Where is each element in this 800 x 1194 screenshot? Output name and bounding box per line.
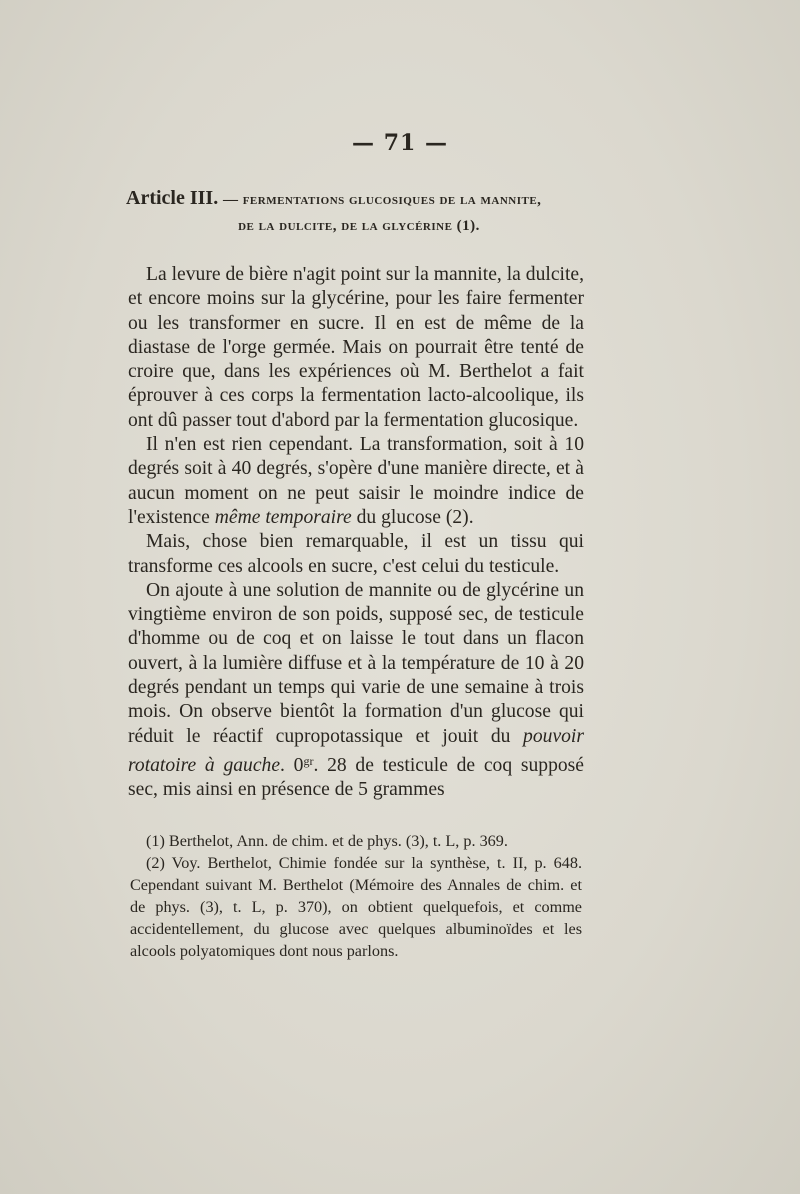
footnote-2: (2) Voy. Berthelot, Chimie fondée sur la synthèse, t. II, p. 648. Cependant suivant M. Berthelot (Mémoire des Annales de chim. et de phys. (3), t. L, p. 370), on obtient quelquefois, et comme accidentellement, du glucose avec quelques albuminoïdes et les alcools polyatomiques dont nous parlons. <box>130 854 582 960</box>
main-text <box>128 263 584 803</box>
paragraph-2-text-end: du glucose (2). <box>351 506 474 528</box>
paragraph-2 <box>128 433 584 530</box>
footnote-1: (1) Berthelot, Ann. de chim. et de phys. (3), t. L, p. 369. <box>146 832 508 850</box>
article-heading <box>126 185 586 239</box>
paragraph-3: Mais, chose bien remarquable, il est un tissu qui transforme ces alcools en sucre, c'est celui du testicule. <box>128 531 584 577</box>
article-title-line-2: de la dulcite, de la glycérine (1). <box>238 218 480 234</box>
paragraph-2-text: Il n'en est rien cependant. La transformation, soit à 10 degrés soit à 40 degrés, s'opère d'une manière directe, et à aucun moment on ne peut saisir le moindre indice de l'existence <box>128 434 584 528</box>
footnotes <box>130 830 582 962</box>
paragraph-4-text-end: . 28 de testicule de coq supposé sec, mis ainsi en présence de 5 grammes <box>128 754 584 801</box>
paragraph-4 <box>128 579 584 803</box>
paragraph-1: La levure de bière n'agit point sur la mannite, la dulcite, et encore moins sur la glycérine, pour les faire fermenter ou les transformer en sucre. Il en est de même de la diastase de l'orge germée. Mais on pourrait être tenté de croire que, dans les expériences où M. Berthelot a fait éprouver à ces corps la fermentation lacto-alcoolique, ils ont dû passer tout d'abord par la fermentation glucosique. <box>128 264 584 431</box>
paragraph-4-emphasis: pouvoir rotatoire à gauche <box>128 725 584 776</box>
article-title-line-1: — fermentations glucosiques de la mannite, <box>222 192 542 208</box>
paragraph-4-text: On ajoute à une solution de mannite ou de glycérine un vingtième environ de son poids, supposé sec, de testicule d'homme ou de coq et on laisse le tout dans un flacon ouvert, à la lumière diffuse et à la température de 10 à 20 degrés pendant un temps qui varie de une semaine à trois mois. On observe bientôt la formation d'un glucose qui réduit le réactif cupropotassique et jouit du <box>128 579 584 747</box>
article-label: Article III. <box>126 187 219 209</box>
page-number: — 71 — <box>352 130 448 156</box>
gram-superscript: gr <box>303 753 314 768</box>
paragraph-2-emphasis: même temporaire <box>214 506 352 528</box>
paragraph-4-text-mid: . 0 <box>280 754 304 776</box>
